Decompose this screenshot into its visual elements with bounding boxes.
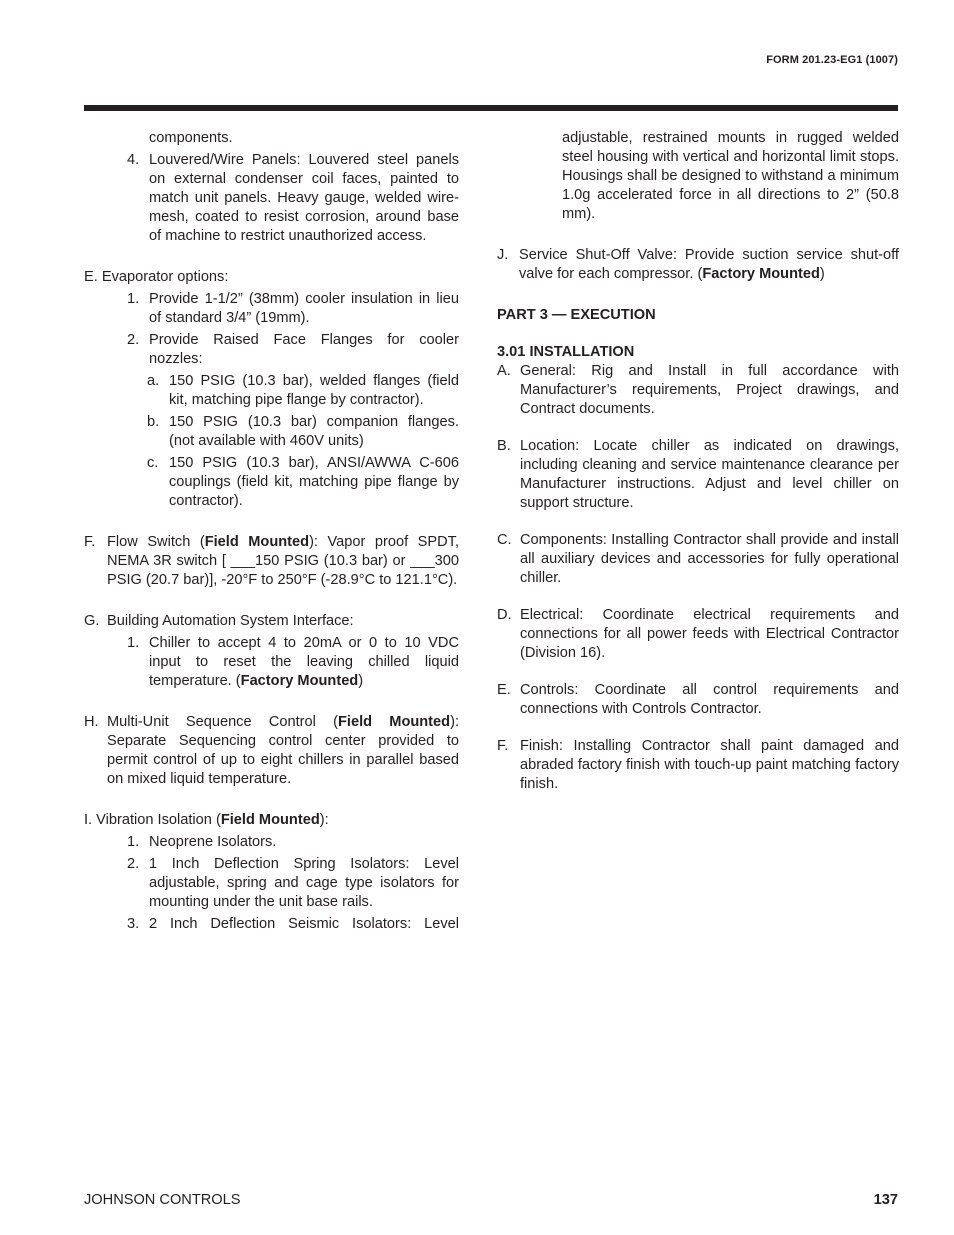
right-column xyxy=(497,129,899,794)
list-item-e2: 2. Provide Raised Face Flanges for cooler nozzles: xyxy=(127,332,459,367)
list-item-e2a: a. 150 PSIG (10.3 bar), welded flanges (field kit, matching pipe flange by contractor). xyxy=(147,373,459,408)
install-item-c: C. Components: Installing Contractor shall provide and install all auxiliary devices and accessories for fully operational chiller. xyxy=(497,532,899,586)
list-item-e2b: b. 150 PSIG (10.3 bar) companion flanges. (not available with 460V units) xyxy=(147,414,459,449)
section-e-heading: E. Evaporator options: xyxy=(84,269,229,285)
page-number: 137 xyxy=(873,1192,898,1208)
continued-text: components. xyxy=(149,130,233,146)
install-item-f: F. Finish: Installing Contractor shall paint damaged and abraded factory finish with touch-up paint matching factory finish. xyxy=(497,738,899,792)
section-i-heading: I. Vibration Isolation (Field Mounted): xyxy=(84,812,329,828)
section-h-sequence-control: H. Multi-Unit Sequence Control (Field Mounted): Separate Sequencing control center provided to permit control of up to eight chillers in parallel based on mixed liquid temperature. xyxy=(84,714,459,787)
install-item-b: B. Location: Locate chiller as indicated on drawings, including cleaning and service maintenance clearance per Manufacturer instructions. Adjust and level chiller on support structure. xyxy=(497,438,899,511)
list-item-g1: 1. Chiller to accept 4 to 20mA or 0 to 10 VDC input to reset the leaving chilled liquid temperature. (Factory Mounted) xyxy=(127,635,459,689)
left-column xyxy=(84,129,459,934)
part-heading: PART 3 — EXECUTION xyxy=(497,307,656,323)
list-item-e1: 1. Provide 1-1/2” (38mm) cooler insulation in lieu of standard 3/4” (19mm). xyxy=(127,291,459,326)
install-item-d: D. Electrical: Coordinate electrical requirements and connections for all power feeds with Electrical Contractor (Division 16). xyxy=(497,607,899,661)
header-rule xyxy=(84,105,898,111)
list-item-i1: 1. Neoprene Isolators. xyxy=(127,834,277,850)
list-item-d4: 4. Louvered/Wire Panels: Louvered steel panels on external condenser coil faces, painted to match unit panels. Heavy gauge, welded wire-mesh, coated to resist corrosion, around base of machine to restrict unauthorized access. xyxy=(127,152,459,244)
install-item-e: E. Controls: Coordinate all control requirements and connections with Controls Contractor. xyxy=(497,682,899,717)
section-g-bas-interface: G. Building Automation System Interface: xyxy=(84,613,354,629)
section-heading: 3.01 INSTALLATION xyxy=(497,344,635,360)
continued-text: adjustable, restrained mounts in rugged welded steel housing with vertical and horizontal limit stops. Housings shall be designed to withstand a minimum 1.0g accelerated force in all directions to 2” (50.8 mm). xyxy=(562,130,899,222)
list-item-i2: 2. 1 Inch Deflection Spring Isolators: Level adjustable, spring and cage type isolators for mounting under the unit base rails. xyxy=(127,856,459,910)
list-item-i3: 3. 2 Inch Deflection Seismic Isolators: Level xyxy=(127,916,459,932)
section-f-flow-switch: F. Flow Switch (Field Mounted): Vapor proof SPDT, NEMA 3R switch [ ___150 PSIG (10.3 bar) or ___300 PSIG (20.7 bar)], -20°F to 250°F (-28.9°C to 121.1°C). xyxy=(84,534,460,588)
list-item-e2c: c. 150 PSIG (10.3 bar), ANSI/AWWA C-606 couplings (field kit, matching pipe flange by contractor). xyxy=(147,455,459,509)
install-item-a: A. General: Rig and Install in full accordance with Manufacturer’s requirements, Project drawings, and Contract documents. xyxy=(497,363,899,417)
form-number: FORM 201.23-EG1 (1007) xyxy=(766,54,898,66)
section-j-shutoff-valve: J. Service Shut-Off Valve: Provide suction service shut-off valve for each compressor. (Factory Mounted) xyxy=(497,247,899,282)
footer-company: JOHNSON CONTROLS xyxy=(84,1192,241,1208)
